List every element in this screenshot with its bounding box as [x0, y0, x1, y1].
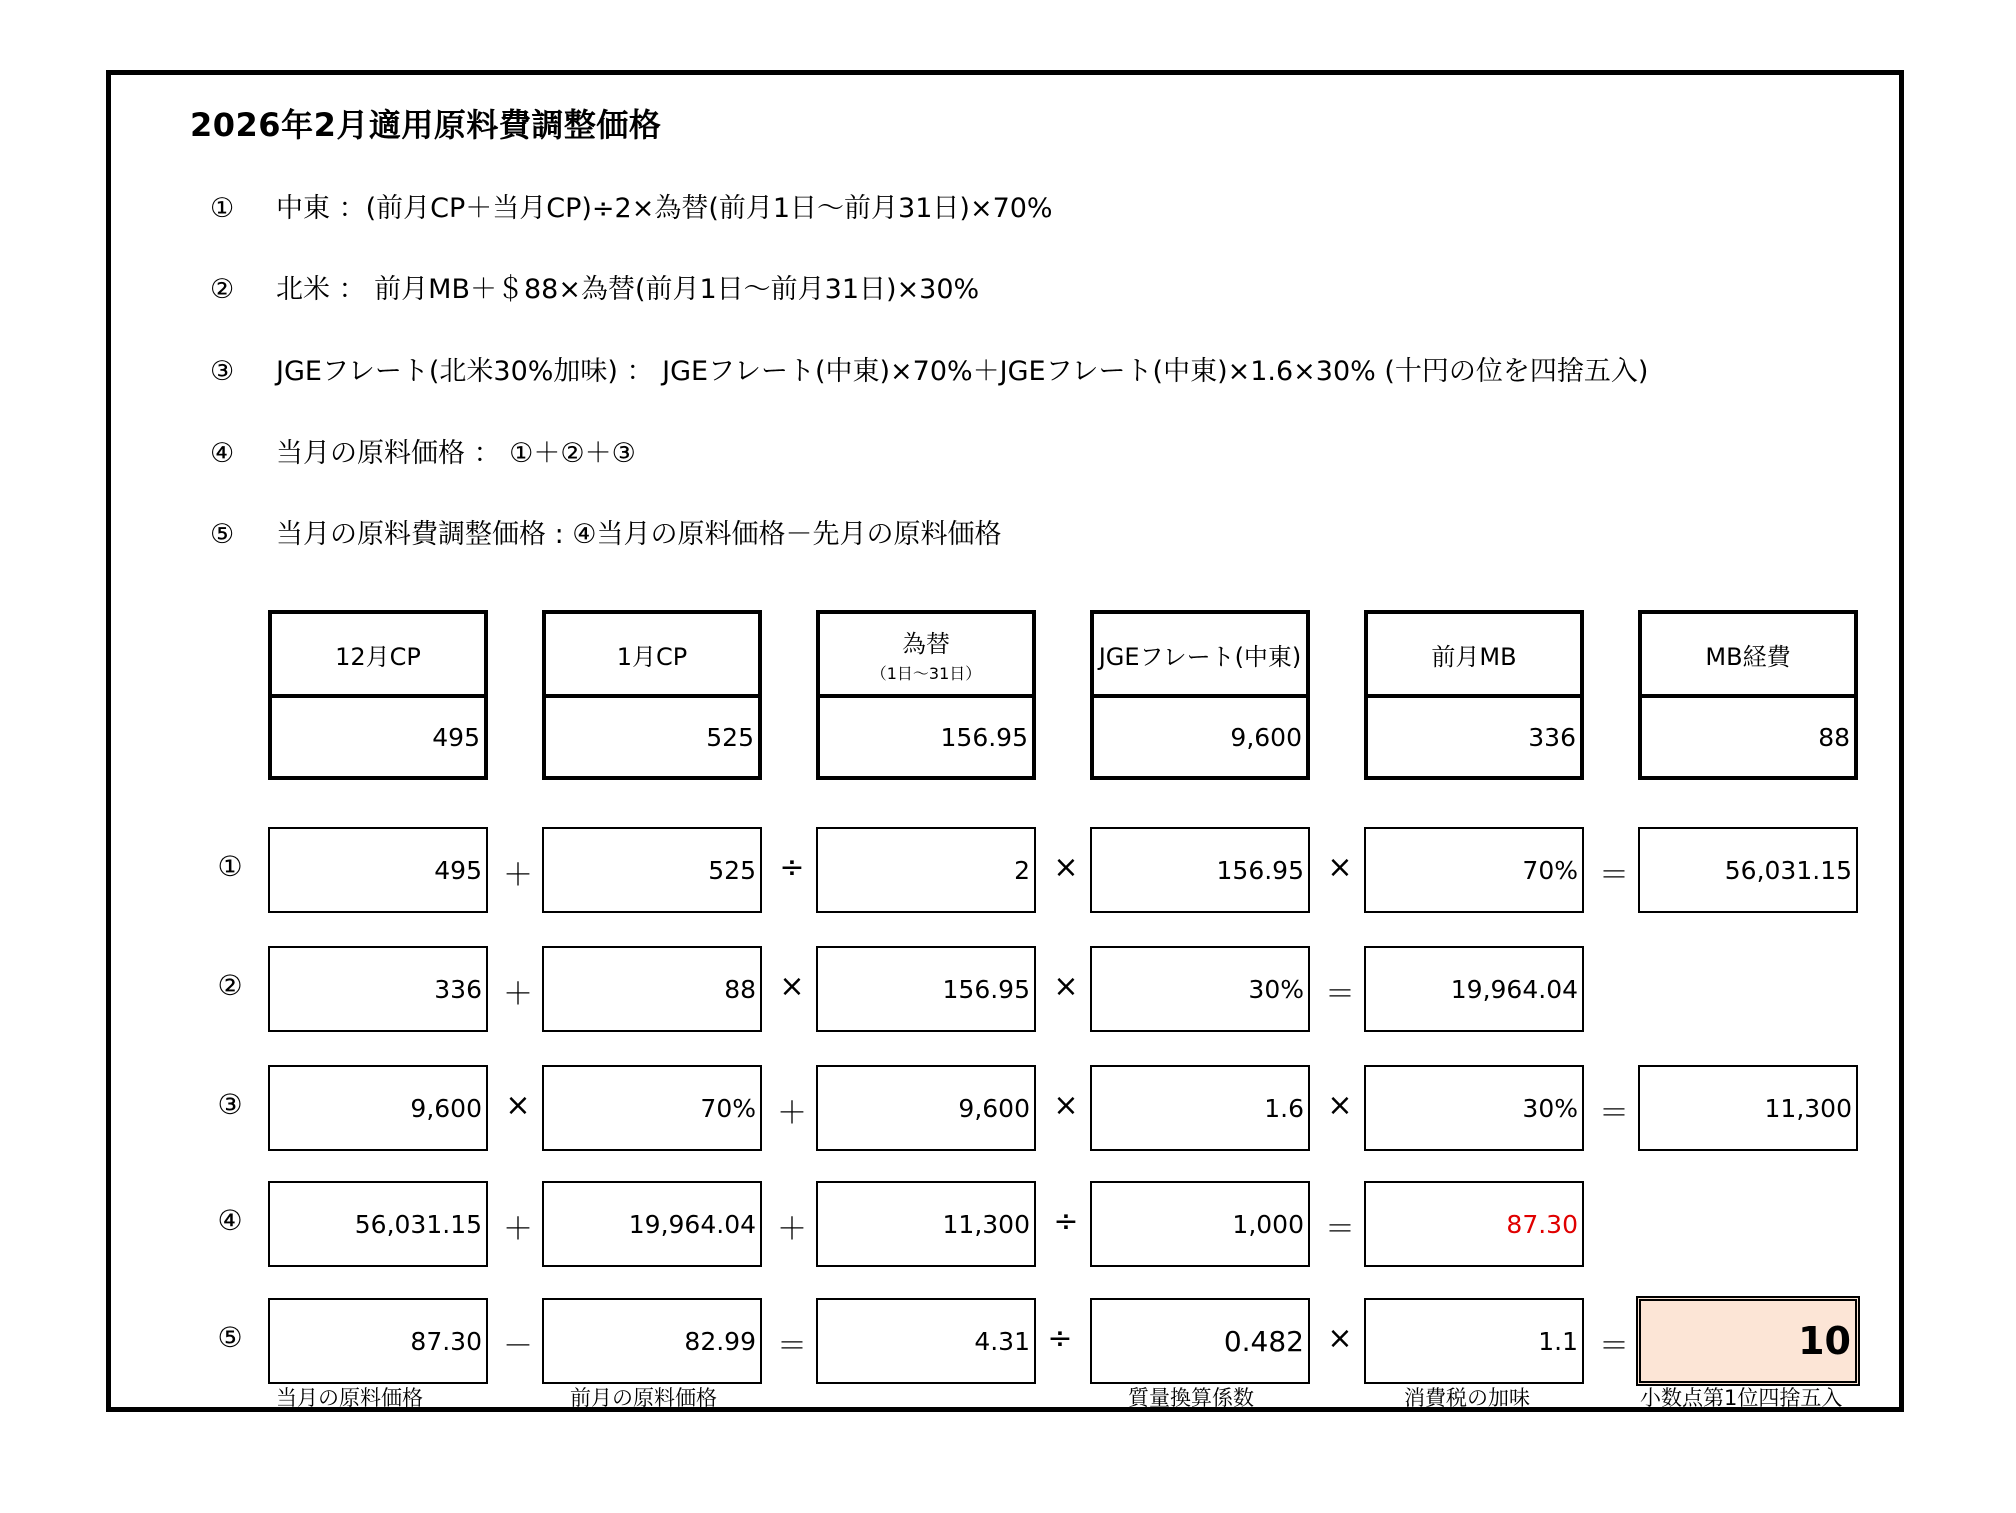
- header-box-jge-freight: [1090, 610, 1310, 780]
- row-1-cell-4: 156.95: [1090, 827, 1310, 913]
- row-3-cell-5: 30%: [1364, 1065, 1584, 1151]
- row-1-cell-3: 2: [816, 827, 1036, 913]
- rule-2: [210, 267, 979, 306]
- row-2-operator-2: ×: [779, 969, 805, 1004]
- header-label: [1094, 614, 1306, 698]
- row-1-cell-1: 495: [268, 827, 488, 913]
- row-1-cell-2: 525: [542, 827, 762, 913]
- footnote-mass-conversion-factor: 質量換算係数: [1128, 1386, 1254, 1410]
- rule-4: [210, 431, 636, 470]
- header-value[interactable]: 156.95: [940, 722, 1028, 752]
- row-2-cell-2: 88: [542, 946, 762, 1032]
- row-4-operator-1: ＋: [503, 1212, 533, 1247]
- header-value[interactable]: 88: [1818, 722, 1850, 752]
- row-5-label: ⑤: [217, 1321, 243, 1354]
- header-value[interactable]: 336: [1528, 722, 1576, 752]
- rule-4-text: 当月の原料価格 ： ①＋②＋③: [276, 438, 636, 469]
- rule-1-text: 中東 ：(前月CP＋当月CP)÷2×為替(前月1日～前月31日)×70%: [276, 193, 1053, 224]
- rule-5: [210, 512, 1001, 551]
- header-label: [1642, 614, 1854, 698]
- row-2-result: 19,964.04: [1364, 946, 1584, 1032]
- row-1-operator-1: ＋: [503, 858, 533, 893]
- row-5-operator-3: ÷: [1047, 1321, 1073, 1356]
- row-4-operator-2: ＋: [777, 1212, 807, 1247]
- row-1-operator-2: ÷: [779, 850, 805, 885]
- row-1-operator-3: ×: [1053, 850, 1079, 885]
- row-2-operator-3: ×: [1053, 969, 1079, 1004]
- row-2-operator-4: ＝: [1325, 977, 1355, 1012]
- footnote-previous-material-price: 前月の原料価格: [570, 1386, 717, 1410]
- row-1-operator-5: ＝: [1599, 858, 1629, 893]
- row-3-operator-4: ×: [1327, 1088, 1353, 1123]
- row-3-cell-1: 9,600: [268, 1065, 488, 1151]
- header-label-text: 12月CP: [335, 642, 421, 671]
- header-box-exchange-rate: [816, 610, 1036, 780]
- row-5-operator-2: ＝: [777, 1329, 807, 1364]
- row-5-cell-1: 87.30: [268, 1298, 488, 1384]
- row-3-cell-3: 9,600: [816, 1065, 1036, 1151]
- rule-4-number: ④: [210, 438, 235, 469]
- row-2-operator-1: ＋: [503, 977, 533, 1012]
- row-5-cell-5: 1.1: [1364, 1298, 1584, 1384]
- header-sublabel: （1日～31日）: [870, 664, 982, 683]
- row-1-label: ①: [217, 850, 243, 883]
- rule-2-text: 北米 ： 前月MB＋＄88×為替(前月1日～前月31日)×30%: [276, 274, 980, 305]
- final-adjustment-result: 10: [1636, 1296, 1860, 1386]
- footnote-current-material-price: 当月の原料価格: [276, 1386, 423, 1410]
- row-4-operator-3: ÷: [1053, 1204, 1079, 1239]
- row-5-operator-4: ×: [1327, 1321, 1353, 1356]
- row-4-cell-4: 1,000: [1090, 1181, 1310, 1267]
- header-label: [546, 614, 758, 698]
- row-3-result: 11,300: [1638, 1065, 1858, 1151]
- rule-3-text: JGEフレート(北米30%加味) ： JGEフレート(中東)×70%＋JGEフレート(中東)×1.6×30% (十円の位を四捨五入): [276, 356, 1649, 387]
- row-1-operator-4: ×: [1327, 850, 1353, 885]
- row-4-cell-3: 11,300: [816, 1181, 1036, 1267]
- footnote-consumption-tax: 消費税の加味: [1404, 1386, 1530, 1410]
- row-5-cell-2: 82.99: [542, 1298, 762, 1384]
- rule-3: [210, 349, 1648, 388]
- header-label: [820, 614, 1032, 698]
- header-box-jan-cp: [542, 610, 762, 780]
- header-value[interactable]: 9,600: [1230, 722, 1302, 752]
- rule-2-number: ②: [210, 274, 235, 305]
- row-3-label: ③: [217, 1088, 243, 1121]
- header-value[interactable]: 525: [706, 722, 754, 752]
- header-box-dec-cp: [268, 610, 488, 780]
- row-4-cell-2: 19,964.04: [542, 1181, 762, 1267]
- row-5-operator-1: －: [503, 1329, 533, 1364]
- row-3-operator-1: ×: [505, 1088, 531, 1123]
- row-3-operator-5: ＝: [1599, 1096, 1629, 1131]
- row-2-cell-1: 336: [268, 946, 488, 1032]
- row-4-result: 87.30: [1364, 1181, 1584, 1267]
- row-5-operator-5: ＝: [1599, 1329, 1629, 1364]
- header-label-text: JGEフレート(中東): [1098, 642, 1302, 671]
- header-label-text: 為替: [902, 630, 950, 658]
- header-label: [272, 614, 484, 698]
- row-4-cell-1: 56,031.15: [268, 1181, 488, 1267]
- header-label-text: MB経費: [1705, 642, 1791, 671]
- rule-1-number: ①: [210, 193, 235, 224]
- header-box-mb-cost: [1638, 610, 1858, 780]
- rule-3-number: ③: [210, 356, 235, 387]
- header-label-text: 前月MB: [1431, 642, 1517, 671]
- rule-5-number: ⑤: [210, 519, 235, 550]
- rule-1: [210, 186, 1053, 225]
- footnote-rounding: 小数点第1位四捨五入: [1640, 1386, 1843, 1410]
- row-1-cell-5: 70%: [1364, 827, 1584, 913]
- page-title: 2026年2月適用原料費調整価格: [190, 106, 662, 144]
- row-5-cell-3: 4.31: [816, 1298, 1036, 1384]
- row-2-cell-3: 156.95: [816, 946, 1036, 1032]
- row-3-operator-2: ＋: [777, 1096, 807, 1131]
- row-2-label: ②: [217, 969, 243, 1002]
- row-1-result: 56,031.15: [1638, 827, 1858, 913]
- row-3-operator-3: ×: [1053, 1088, 1079, 1123]
- header-box-prev-mb: [1364, 610, 1584, 780]
- row-3-cell-2: 70%: [542, 1065, 762, 1151]
- row-4-label: ④: [217, 1204, 243, 1237]
- row-5-cell-4: 0.482: [1090, 1298, 1310, 1384]
- rule-5-text: 当月の原料費調整価格 : ④当月の原料価格－先月の原料価格: [276, 519, 1002, 550]
- row-3-cell-4: 1.6: [1090, 1065, 1310, 1151]
- header-label: [1368, 614, 1580, 698]
- row-2-cell-4: 30%: [1090, 946, 1310, 1032]
- row-4-operator-4: ＝: [1325, 1212, 1355, 1247]
- header-value[interactable]: 495: [432, 722, 480, 752]
- header-label-text: 1月CP: [616, 642, 688, 671]
